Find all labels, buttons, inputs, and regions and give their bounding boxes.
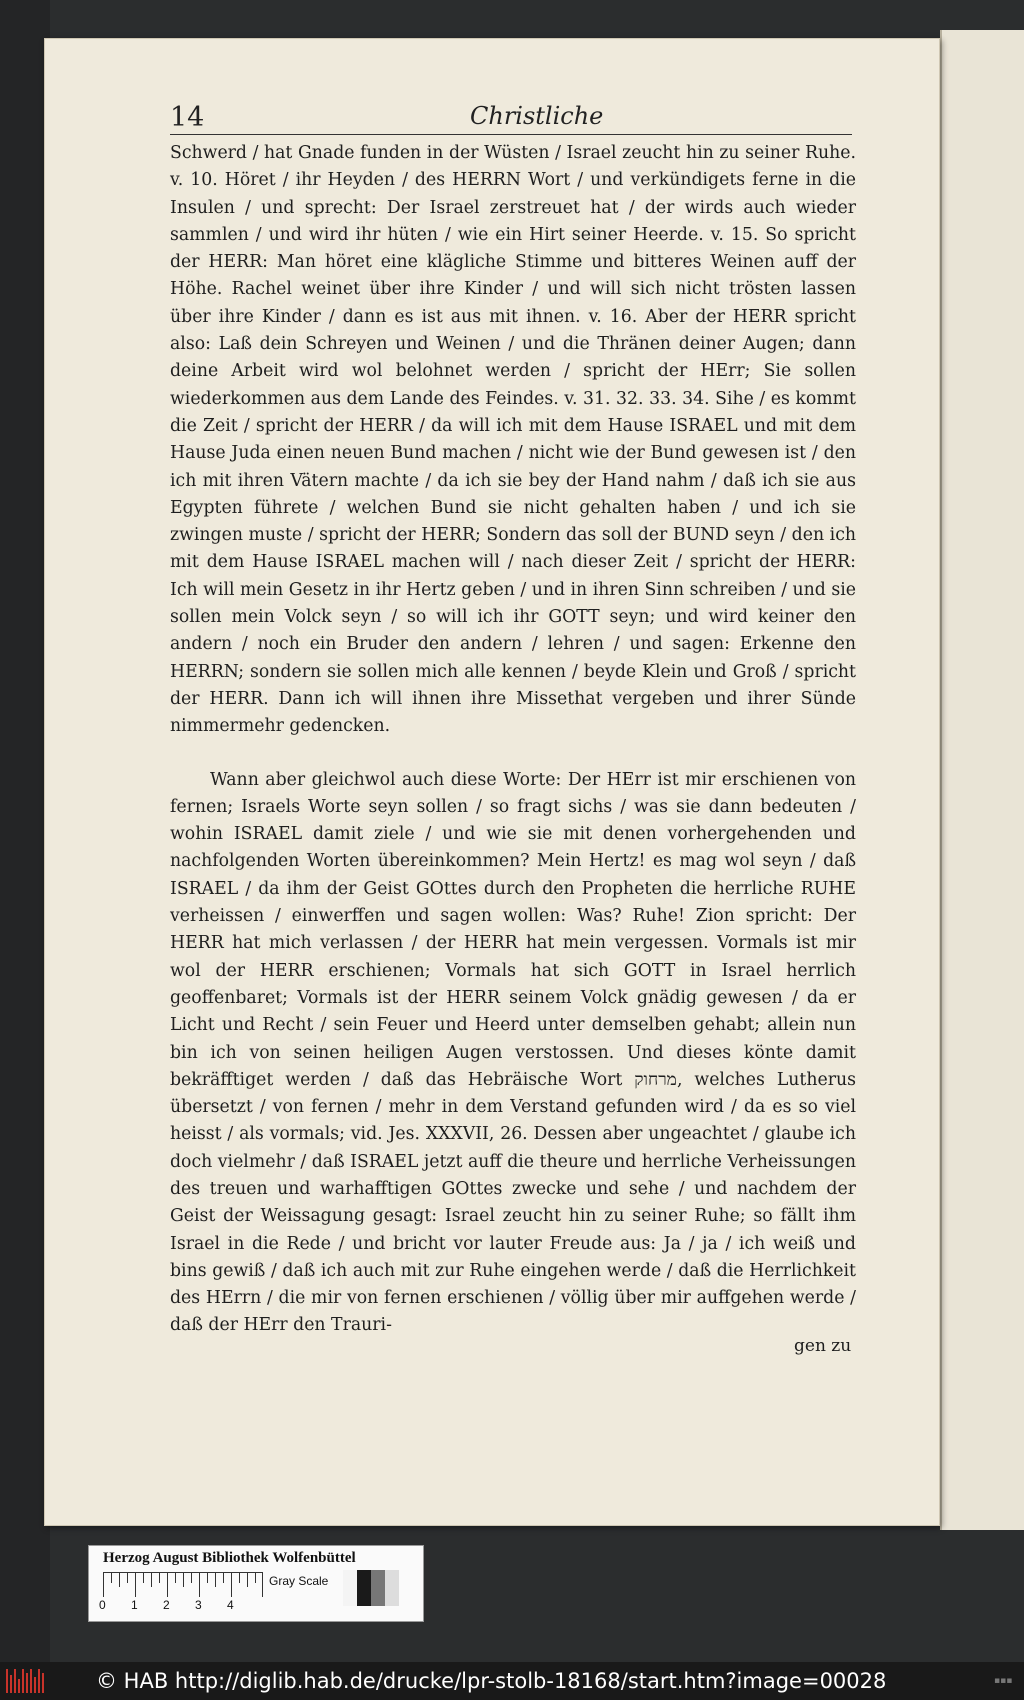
running-head: Christliche [470, 102, 604, 130]
ruler-tick [207, 1573, 208, 1583]
scale-number: 4 [227, 1598, 234, 1612]
ruler-tick [255, 1573, 256, 1583]
scale-number: 3 [195, 1598, 202, 1612]
ruler-tick [262, 1573, 263, 1597]
ruler-tick [135, 1573, 136, 1597]
scale-number: 1 [131, 1598, 138, 1612]
colorbar-institution: Herzog August Bibliothek Wolfenbüttel [103, 1550, 356, 1566]
body-text [170, 140, 856, 1340]
ruler-tick [247, 1573, 248, 1587]
ruler-tick [199, 1573, 200, 1597]
gray-scale-label: Gray Scale [269, 1574, 329, 1588]
scan-left-edge [0, 0, 50, 1662]
ruler-tick [191, 1573, 192, 1583]
facing-page-edge [940, 30, 1024, 1530]
footer-mark: ▪▪▪ [994, 1676, 1013, 1686]
color-calibration-bar [88, 1545, 424, 1622]
copyright-url: © HAB http://diglib.hab.de/drucke/lpr-stolb-18168/start.htm?image=00028 [96, 1669, 887, 1693]
page-header [170, 100, 852, 135]
hab-logo-icon [6, 1669, 46, 1693]
gray-swatch [343, 1570, 357, 1606]
page-number: 14 [170, 102, 205, 133]
gray-swatch [385, 1570, 399, 1606]
paragraph-1: Schwerd / hat Gnade funden in der Wüsten / Israel zeucht hin zu seiner Ruhe. v. 10. Höret / ihr Heyden / des HERRN Wort / und verkündigets ferne in die Insulen / und sprecht: Der Israel zerstreuet hat / der wirds auch wieder sammlen / und wird ihr hüten / wie ein Hirt seiner Heerde. v. 15. So spricht der HERR: Man höret eine klägliche Stimme und bitteres Weinen auff der Höhe. Rachel weinet über ihre Kinder / und will sich nicht trösten lassen über ihre Kinder / dann es ist aus mit ihnen. v. 16. Aber der HERR spricht also: Laß dein Schreyen und Weinen / und die Thränen deiner Augen; dann deine Arbeit wird wol belohnet werden / spricht der HErr; Sie sollen wiederkommen aus dem Lande des Feindes. v. 31. 32. 33. 34. Sihe / es kommt die Zeit / spricht der HERR / da will ich mit dem Hause ISRAEL und mit dem Hause Juda einen neuen Bund machen / nicht wie der Bund gewesen ist / den ich mit ihren Vätern machte / da ich sie bey der Hand nahm / daß ich sie aus Egypten führete / welchen Bund sie nicht gehalten haben / und ich sie zwingen muste / spricht der HERR; Sondern das soll der BUND seyn / den ich mit dem Hause ISRAEL machen will / nach dieser Zeit / spricht der HERR: Ich will mein Gesetz in ihr Hertz geben / und in ihren Sinn schreiben / und sie sollen mein Volck seyn / so will ich ihr GOTT seyn; und wird keiner den andern / noch ein Bruder den andern / lehren / und sagen: Erkenne den HERRN; sondern sie sollen mich alle kennen / beyde Klein und Groß / spricht der HERR. Dann ich will ihnen ihre Missethat vergeben und ihrer Sünde nimmermehr gedencken. [170, 143, 856, 737]
scale-number: 0 [99, 1598, 106, 1612]
ruler-tick [127, 1573, 128, 1583]
gray-swatch [371, 1570, 385, 1606]
ruler-tick [175, 1573, 176, 1583]
viewer-footer [0, 1662, 1024, 1700]
gray-swatch [357, 1570, 371, 1606]
ruler-tick [215, 1573, 216, 1587]
ruler-tick [159, 1573, 160, 1583]
ruler-tick [151, 1573, 152, 1587]
scale-number: 2 [163, 1598, 170, 1612]
scale-ruler [103, 1572, 263, 1601]
ruler-tick [183, 1573, 184, 1587]
ruler-tick [119, 1573, 120, 1587]
ruler-tick [223, 1573, 224, 1583]
ruler-tick [103, 1573, 104, 1597]
ruler-tick [239, 1573, 240, 1583]
ruler-tick [111, 1573, 112, 1583]
ruler-tick [167, 1573, 168, 1597]
paragraph-2: Wann aber gleichwol auch diese Worte: Der HErr ist mir erschienen von fernen; Israels Worte seyn sollen / so fragt sichs / was sie dann bedeuten / wohin ISRAEL damit ziele / und wie sie mit denen vorhergehenden und nachfolgenden Worten übereinkommen? Mein Hertz! es mag wol seyn / daß ISRAEL / da ihm der Geist GOttes durch den Propheten die herrliche RUHE verheissen / einwerffen und sagen wollen: Was? Ruhe! Zion spricht: Der HERR hat mich verlassen / der HERR hat mein vergessen. Vormals ist mir wol der HERR erschienen; Vormals hat sich GOTT in Israel herrlich geoffenbaret; Vormals ist der HERR seinem Volck gnädig gewesen / da er Licht und Recht / sein Feuer und Heerd unter demselben gehabt; allein nun bin ich von seinen heiligen Augen verstossen. Und dieses könte damit bekräfftiget werden / daß das Hebräische Wort מרחוק, welches Lutherus übersetzt / von fernen / mehr in dem Verstand gefunden wird / da es so viel heisst / als vormals; vid. Jes. XXXVII, 26. Dessen aber ungeachtet / glaube ich doch vielmehr / daß ISRAEL jetzt auff die theure und herrliche Verheissungen des treuen und warhafftigen GOttes zwecke und sehe / und nachdem der Geist der Weissagung gesagt: Israel zeucht hin zu seiner Ruhe; so fällt ihm Israel in die Rede / und bricht vor lauter Freude aus: Ja / ja / ich weiß und bins gewiß / daß ich auch mit zur Ruhe eingehen werde / daß die Herrlichkeit des HErrn / die mir von fernen erschienen / völlig über mir auffgehen werde / daß der HErr den Trauri- [170, 769, 856, 1336]
ruler-tick [231, 1573, 232, 1597]
catchword: gen zu [794, 1336, 852, 1356]
ruler-tick [143, 1573, 144, 1583]
